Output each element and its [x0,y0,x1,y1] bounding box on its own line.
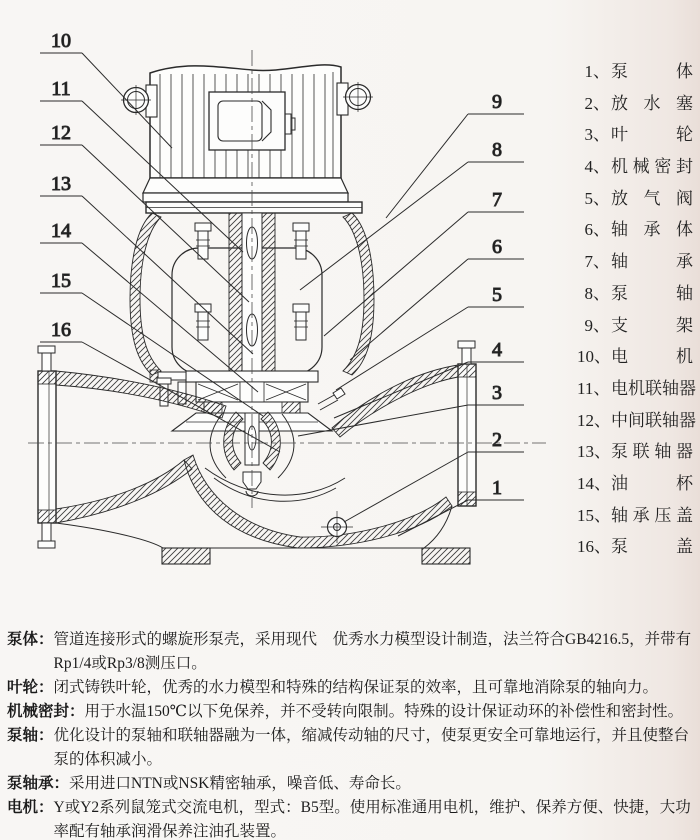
callout-number: 4 [492,339,502,361]
legend-item [577,57,695,89]
spec-label: 机械密封： [7,703,85,720]
legend-item-name: 电 机 [611,347,693,367]
coupling-assembly [195,213,309,371]
legend-item-number: 13、 [577,442,611,462]
legend-item-number: 3、 [584,125,610,145]
spec-row-pump-body [7,628,696,676]
spec-label: 泵轴： [7,727,54,744]
callout-number: 11 [51,78,71,100]
legend-item-name: 支 架 [611,315,693,335]
legend-item [577,184,695,216]
legend-item-name: 轴 承 体 [611,220,693,240]
legend-item-name: 叶 轮 [611,125,693,145]
callout-number: 15 [51,270,71,292]
callout-number: 16 [51,319,71,341]
legend-item [577,120,695,152]
spec-label: 电机： [7,799,54,816]
legend-item-number: 2、 [584,93,610,113]
legend-item-name: 放 气 阀 [611,188,693,208]
callout-9 [386,91,524,218]
spec-text: 闭式铸铁叶轮，优秀的水力模型和特殊的结构保证泵的效率，且可靠地消除泵的轴向力。 [53,679,659,696]
spec-label: 泵轴承： [7,775,70,792]
legend-item-number: 6、 [584,220,610,240]
legend-item [577,215,695,247]
legend-item-number: 7、 [584,252,610,272]
legend-item [577,279,695,311]
legend-item [577,374,695,406]
callout-number: 1 [492,477,502,499]
spec-row-pump-shaft [7,724,696,772]
callout-number: 13 [51,173,71,195]
callout-number: 9 [492,91,502,113]
legend-item-name: 轴 承 压 盖 [611,505,693,525]
spec-label: 泵体： [7,631,54,648]
legend-item [577,342,695,374]
legend-item-name: 机 械 密 封 [611,157,693,177]
spec-text: Y或Y2系列鼠笼式交流电机，型式：B5型。使用标准通用电机，维护、保养方便、快捷，大功率配有轴承润滑保养注油孔装置。 [53,799,691,840]
legend-item [577,501,695,533]
callout-number: 10 [51,30,71,52]
legend-item [577,469,695,501]
legend-item-name: 中 间 联 轴 器 [611,410,696,430]
legend-item-name: 电 机 联 轴 器 [611,378,696,398]
legend-item [577,532,695,564]
callout-number: 5 [492,284,502,306]
suction-flange [38,346,56,548]
spec-text: 管道连接形式的螺旋形泵壳，采用现代 优秀水力模型设计制造，法兰符合GB4216.5，并带有Rp1/4或Rp3/8测压口。 [53,631,692,672]
spec-paragraphs [7,628,696,840]
legend-item-number: 10、 [577,347,611,367]
legend-item-number: 5、 [584,188,610,208]
callout-number: 8 [492,139,502,161]
base-foot-left [162,548,210,564]
spec-text: 用于水温150℃以下免保养，并不受转向限制。特殊的设计保证动环的补偿性和密封性。 [84,703,684,720]
legend-item-number: 15、 [577,505,611,525]
spec-row-mechanical-seal [7,700,696,724]
lifting-eye-left [121,85,157,117]
legend-item [577,89,695,121]
air-release-valve [333,388,345,399]
legend-item [577,247,695,279]
parts-legend [577,57,695,564]
callout-number: 3 [492,382,502,404]
legend-item-number: 4、 [584,157,610,177]
legend-item [577,152,695,184]
spec-label: 叶轮： [7,679,54,696]
spec-row-motor [7,796,696,840]
legend-item-number: 12、 [577,410,611,430]
discharge-flange [458,341,476,506]
motor-flange [143,178,348,202]
callout-number: 2 [492,429,502,451]
spec-row-impeller [7,676,696,700]
legend-item [577,437,695,469]
legend-item-number: 11、 [577,378,611,398]
legend-item-name: 泵 体 [611,62,693,81]
callout-number: 12 [51,122,71,144]
base-foot-right [422,548,470,564]
callout-number: 7 [492,189,502,211]
callout-number: 14 [51,220,71,242]
legend-item-number: 8、 [584,283,610,303]
legend-item-number: 14、 [577,473,611,493]
legend-item-name: 轴 承 [611,252,693,272]
legend-item [577,311,695,343]
legend-item-number: 9、 [584,315,610,335]
spec-row-pump-bearing [7,772,696,796]
legend-item-name: 油 杯 [611,473,693,493]
legend-item-name: 放 水 塞 [611,93,693,113]
spec-text: 优化设计的泵轴和联轴器融为一体，缩减传动轴的尺寸，使泵更安全可靠地运行，并且使整台泵的体积减小。 [53,727,690,768]
legend-item-name: 泵 轴 [611,283,693,303]
legend-item-name: 泵 联 轴 器 [611,442,693,462]
callout-number: 6 [492,236,502,258]
lifting-eye-right [337,82,373,115]
legend-item-number: 1、 [584,62,610,81]
legend-item [577,406,695,438]
spec-text: 采用进口NTN或NSK精密轴承，噪音低、寿命长。 [69,775,411,792]
legend-item-number: 16、 [577,537,611,557]
legend-item-name: 泵 盖 [611,537,693,557]
